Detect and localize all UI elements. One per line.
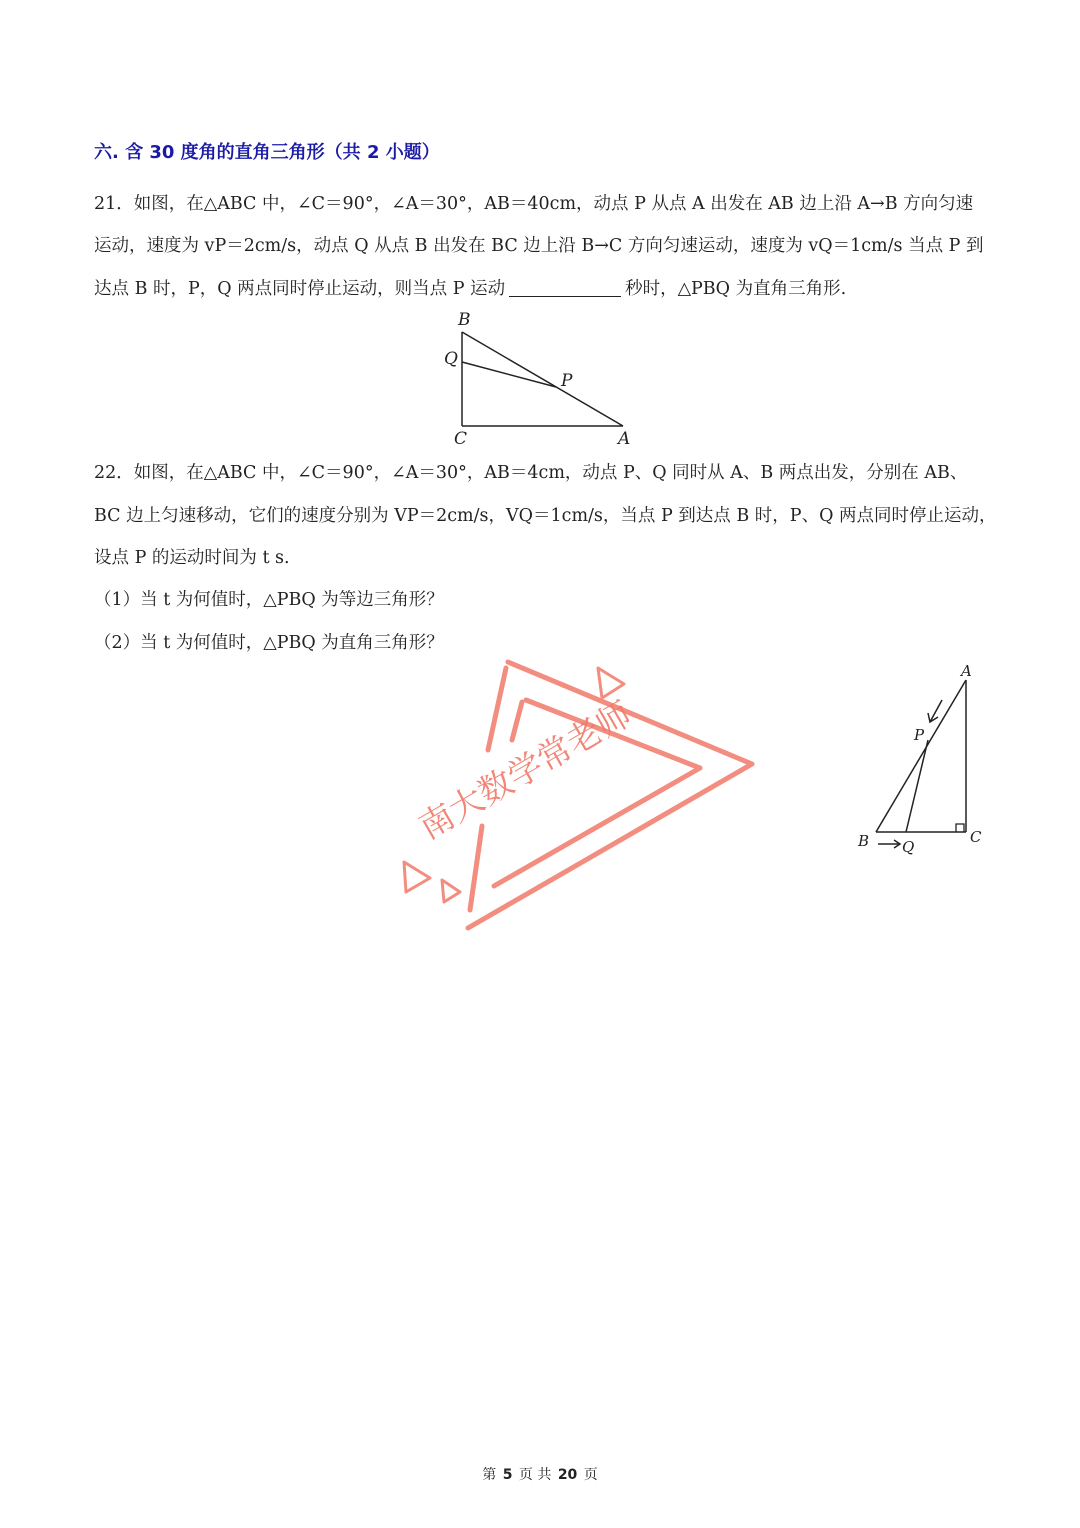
side-ab [462, 332, 623, 426]
segment-pq [906, 740, 928, 832]
label-b: B [858, 832, 870, 850]
footer-suffix: 页 [583, 1467, 598, 1483]
q22-line-1: 22．如图，在△ABC 中，∠C＝90°，∠A＝30°，AB＝4cm，动点 P、Q 同时从 A、B 两点出发，分别在 AB、 [94, 463, 968, 483]
watermark-logo [380, 640, 780, 944]
label-p: P [914, 726, 925, 744]
section-title: 六. 含 30 度角的直角三角形（共 2 小题） [94, 142, 440, 163]
label-a: A [618, 429, 631, 448]
q22-sub-2: （2）当 t 为何值时，△PBQ 为直角三角形？ [94, 633, 444, 653]
q22-sub-1: （1）当 t 为何值时，△PBQ 为等边三角形？ [94, 590, 444, 610]
q21-line-3 [94, 275, 846, 300]
q22-line-2: BC 边上匀速移动，它们的速度分别为 VP＝2cm/s，VQ＝1cm/s，当点 P 到达点 B 时，P、Q 两点同时停止运动， [94, 506, 997, 526]
label-p: P [561, 371, 573, 391]
q22-line-3: 设点 P 的运动时间为 t s. [94, 548, 290, 568]
label-c: C [454, 429, 468, 448]
q22-figure [850, 660, 1000, 860]
q21-line-1: 21．如图，在△ABC 中，∠C＝90°，∠A＝30°，AB＝40cm，动点 P 从点 A 出发在 AB 边上沿 A→B 方向匀速 [94, 194, 974, 214]
label-a: A [961, 662, 972, 680]
watermark-text: 南大数学常老师 [412, 694, 639, 848]
footer-mid: 页 共 [518, 1467, 552, 1483]
label-q: Q [444, 349, 458, 369]
footer-total-pages: 20 [557, 1467, 578, 1483]
label-b: B [458, 310, 471, 330]
q21-line-2: 运动，速度为 vP＝2cm/s，动点 Q 从点 B 出发在 BC 边上沿 B→C 方向匀速运动，速度为 vQ＝1cm/s 当点 P 到 [94, 236, 984, 256]
footer-prefix: 第 [482, 1467, 497, 1483]
segment-pq [462, 362, 556, 387]
answer-blank[interactable] [509, 278, 621, 297]
label-q: Q [902, 838, 915, 856]
right-angle-mark [956, 824, 964, 832]
q21-line-3-tail: 秒时，△PBQ 为直角三角形. [625, 279, 847, 299]
label-c: C [970, 828, 982, 846]
q21-figure [430, 308, 650, 448]
footer-page-number: 5 [502, 1467, 513, 1483]
page-footer [0, 1464, 1080, 1484]
side-ab [876, 680, 966, 832]
q21-line-3-text: 达点 B 时，P，Q 两点同时停止运动，则当点 P 运动 [94, 279, 506, 299]
